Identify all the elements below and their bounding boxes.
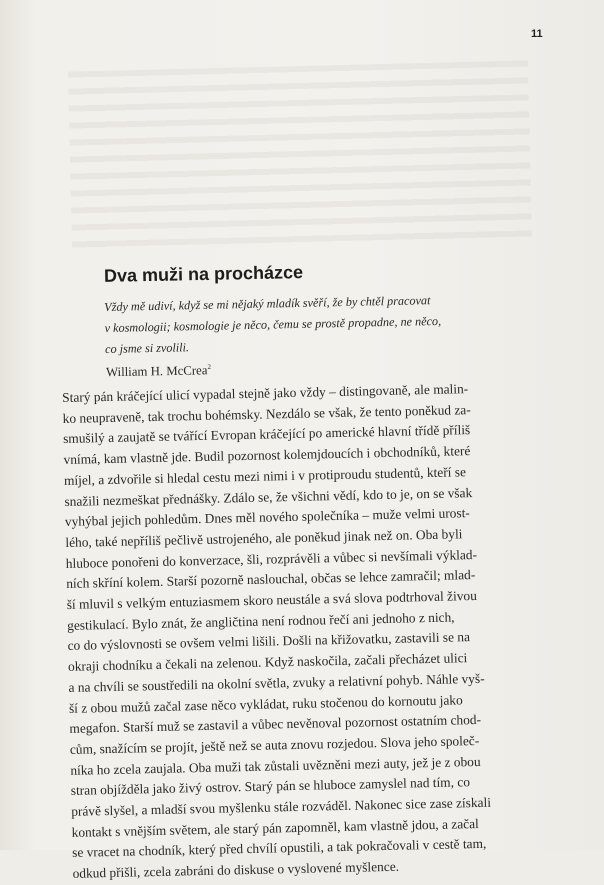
author-name: William H. McCrea bbox=[105, 363, 208, 380]
body-line: ší mluvil s velkým entuziasmem skoro neustále a svá slova podtrhoval živou bbox=[66, 588, 477, 612]
body-line: a na chvíli se soustředili na okolní světla, zvuky a relativní pohyb. Náhle vyš- bbox=[68, 670, 485, 695]
body-line: vyhýbal jejich pohledům. Dnes měl nového společníka – muže velmi urost- bbox=[64, 505, 470, 530]
body-paragraph bbox=[62, 378, 543, 885]
bleed-through-text bbox=[68, 60, 532, 251]
body-line: ší z obou mužů začal zase něco vykládat, ruku stočenou do kornoutu jako bbox=[68, 691, 463, 716]
body-line: co do výslovnosti se ovšem velmi lišili. Došli na křižovatku, zastavili se na bbox=[67, 629, 471, 654]
body-line: cům, snažícím se projít, ještě než se auta znovu rozjedou. Slova jeho společ- bbox=[69, 732, 480, 757]
epigraph-line: Vždy mě udiví, když se mi nějaký mladík svěří, že by chtěl pracovat bbox=[104, 293, 431, 314]
body-line: gestikulací. Bylo znát, že angličtina není rodnou řečí ani jednoho z nich, bbox=[67, 609, 455, 633]
epigraph-author bbox=[106, 363, 211, 380]
body-line: Starý pán kráčející ulicí vypadal stejně jako vždy – distingovaně, ale malin- bbox=[62, 381, 469, 405]
body-line: kontakt s vnějším světem, ale starý pán zapomněl, kam vlastně jdou, a začal bbox=[71, 815, 479, 840]
epigraph-line: v kosmologii; kosmologie je něco, čemu se prostě propadne, ne něco, bbox=[104, 313, 442, 335]
body-line: odkud přišli, zcela zabráni do diskuse o vyslovené myšlence. bbox=[72, 858, 400, 882]
body-line: ních skříní kolem. Starší pozorně naslouchal, občas se lehce zamračil; mlad- bbox=[66, 567, 476, 592]
footnote-mark: 2 bbox=[207, 362, 211, 372]
body-line: níka ho zcela zaujala. Oba muži tak zůstali uvězněni mezi auty, jež je z obou bbox=[70, 753, 481, 778]
body-line: míjel, a zdvořile si hledal cestu mezi nimi i v protiproudu studentů, kteří se bbox=[63, 464, 467, 488]
body-line: okraji chodníku a čekali na zelenou. Když naskočila, začali přecházet ulici bbox=[67, 650, 468, 675]
epigraph-line: co jsme si zvolili. bbox=[104, 340, 190, 356]
chapter-title: Dva muži na procházce bbox=[103, 262, 304, 286]
page-number: 11 bbox=[531, 28, 543, 40]
body-line: smušilý a zaujatě se tvářící Evropan kráčející po americké hlavní třídě příliš bbox=[62, 422, 471, 447]
body-line: megafon. Starší muž se zastavil a vůbec nevěnoval pozornost ostatním chod- bbox=[69, 712, 482, 737]
body-line: stran objížděla jako živý ostrov. Starý pán se hluboce zamyslel nad tím, co bbox=[70, 774, 471, 799]
body-line: se vracet na chodník, který před chvílí opustili, a tak pokračovali v cestě tam, bbox=[71, 836, 487, 861]
epigraph-quote bbox=[104, 289, 465, 360]
body-line: snažili nezmeškat přednášky. Zdálo se, že všichni vědí, kdo to je, on se však bbox=[64, 484, 473, 509]
body-line: vnímá, kam vlastně jde. Budil pozornost kolemjdoucích i obchodníků, které bbox=[63, 443, 471, 468]
body-line: hluboce ponořeni do konverzace, šli, rozprávěli a vůbec si nevšímali výklad- bbox=[65, 546, 478, 571]
body-line: právě slyšel, a mladší svou myšlenku stále rozváděl. Nakonec sice zase získali bbox=[71, 794, 492, 819]
body-line: ko neupraveně, tak trochu bohémsky. Nezdálo se však, že tento poněkud za- bbox=[62, 401, 471, 426]
body-line: lého, také nepříliš pečlivě ustrojeného, ale poněkud jinak než on. Oba byli bbox=[65, 526, 463, 550]
